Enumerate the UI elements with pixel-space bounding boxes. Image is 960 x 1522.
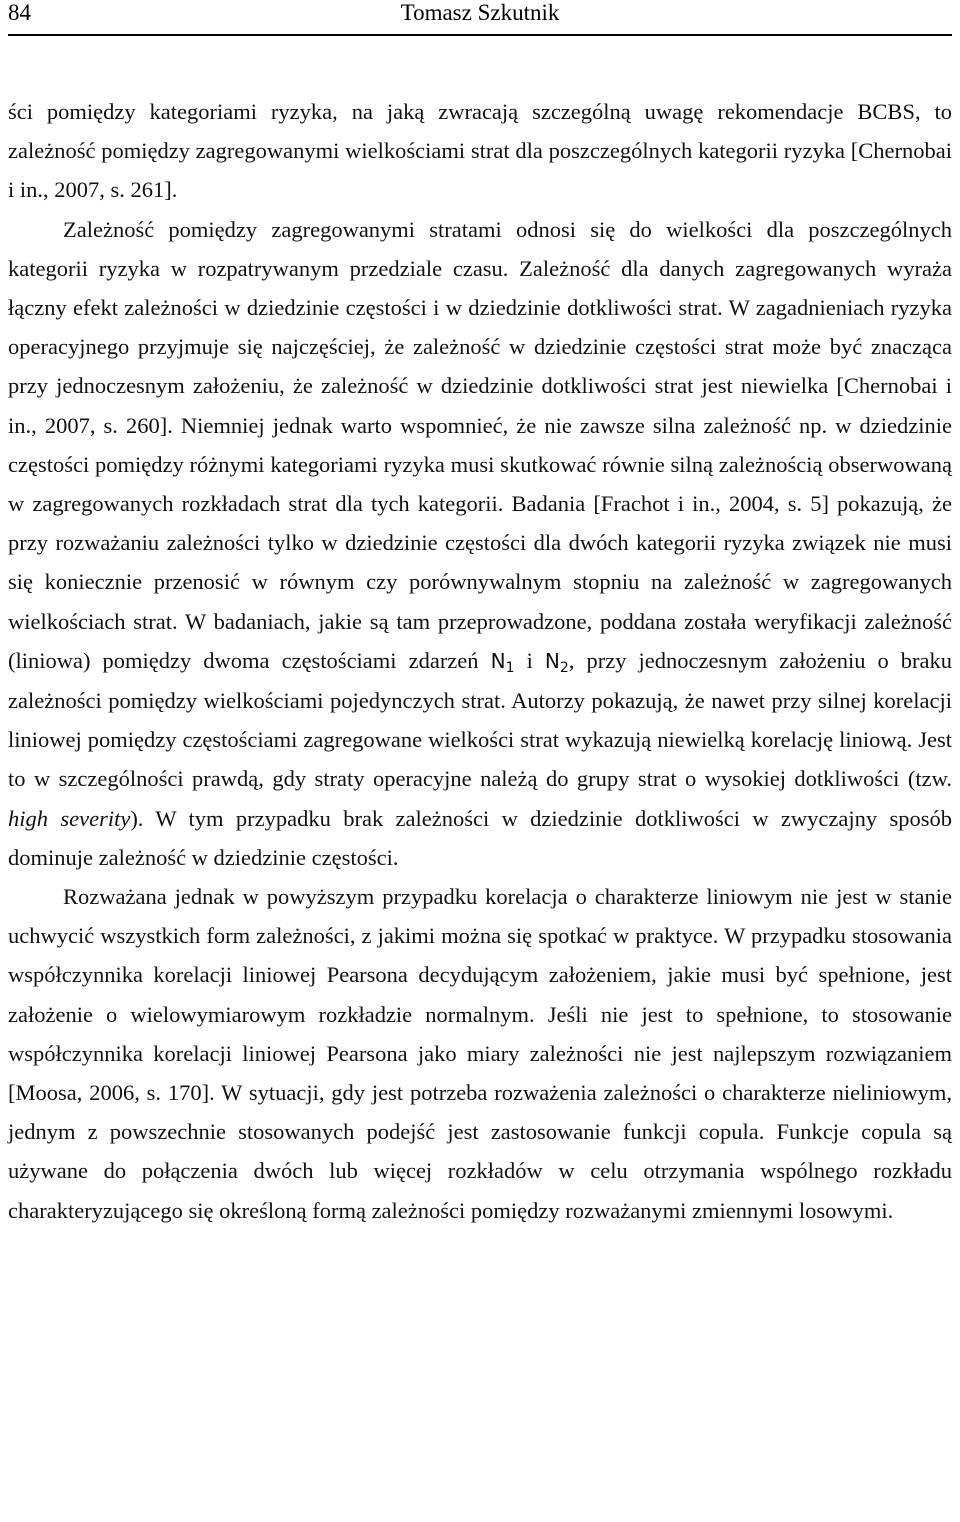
body-text xyxy=(8,92,952,1230)
paragraph-2-text-b: , przy jednoczesnym założeniu o braku zależności pomiędzy wielkościami pojedynczych strat. Autorzy pokazują, że nawet przy silnej korelacji liniowej pomiędzy częstościami zagregowane wielkości strat wykazują niewielką korelację liniową. Jest to w szczególności prawdą, gdy straty operacyjne należą do grupy strat o wysokiej dotkliwości (tzw. xyxy=(8,647,953,792)
variable-n1-letter: N xyxy=(490,648,506,673)
paragraph-1-text: ści pomiędzy kategoriami ryzyka, na jaką zwracają szczególną uwagę rekomendacje BCBS, to zależność pomiędzy zagregowanymi wielkościami strat dla poszczególnych kategorii ryzyka [Chernobai i in., 2007, s. 261]. xyxy=(8,99,952,203)
paragraph-3 xyxy=(8,877,952,1230)
paragraph-2-text-a: Zależność pomiędzy zagregowanymi stratami odnosi się do wielkości dla poszczególnych kategorii ryzyka w rozpatrywanym przedziale czasu. Zależność dla danych zagregowanych wyraża łączny efekt zależności w dziedzinie częstości i w dziedzinie dotkliwości strat. W zagadnieniach ryzyka operacyjnego przyjmuje się najczęściej, że zależność w dziedzinie częstości strat może być znacząca przy jednoczesnym założeniu, że zależność w dziedzinie dotkliwości strat jest niewielka [Chernobai i in., 2007, s. 260]. Niemniej jednak warto wspomnieć, że nie zawsze silna zależność np. w dziedzinie częstości pomiędzy różnymi kategoriami ryzyka musi skutkować równie silną zależnością obserwowaną w zagregowanych rozkładach strat dla tych kategorii. Badania [Frachot i in., 2004, s. 5] pokazują, że przy rozważaniu zależności tylko w dziedzinie częstości dla dwóch kategorii ryzyka związek nie musi się koniecznie przenosić w równym czy porównywalnym stopniu na zależność w zagregowanych wielkościach strat. W badaniach, jakie są tam przeprowadzone, poddana została weryfikacji zależność (liniowa) pomiędzy dwoma częstościami zdarzeń xyxy=(8,216,952,673)
variable-n2-letter: N xyxy=(544,648,560,673)
conjunction: i xyxy=(526,647,533,673)
page-number: 84 xyxy=(8,0,31,25)
variable-n2 xyxy=(544,648,569,676)
variable-n1-subscript: 1 xyxy=(505,659,515,676)
page-header xyxy=(8,0,952,36)
paragraph-2 xyxy=(8,210,952,877)
variable-n2-subscript: 2 xyxy=(559,659,569,676)
running-head: Tomasz Szkutnik xyxy=(400,0,560,25)
paragraph-2-text-c: ). W tym przypadku brak zależności w dziedzinie dotkliwości w zwyczajny sposób dominuje zależność w dziedzinie częstości. xyxy=(8,805,952,870)
paragraph-1 xyxy=(8,92,952,210)
italic-term: high severity xyxy=(8,805,131,831)
paragraph-3-text: Rozważana jednak w powyższym przypadku korelacja o charakterze liniowym nie jest w stanie uchwycić wszystkich form zależności, z jakimi można się spotkać w praktyce. W przypadku stosowania współczynnika korelacji liniowej Pearsona decydującym założeniem, jakie musi być spełnione, jest założenie o wielowymiarowym rozkładzie normalnym. Jeśli nie jest to spełnione, to stosowanie współczynnika korelacji liniowej Pearsona jako miary zależności nie jest najlepszym rozwiązaniem [Moosa, 2006, s. 170]. W sytuacji, gdy jest potrzeba rozważenia zależności o charakterze nieliniowym, jednym z powszechnie stosowanych podejść jest zastosowanie funkcji copula. Funkcje copula są używane do połączenia dwóch lub więcej rozkładów w celu otrzymania wspólnego rozkładu charakteryzującego się określoną formą zależności pomiędzy rozważanymi zmiennymi losowymi. xyxy=(8,884,952,1223)
variable-n1 xyxy=(490,648,515,676)
